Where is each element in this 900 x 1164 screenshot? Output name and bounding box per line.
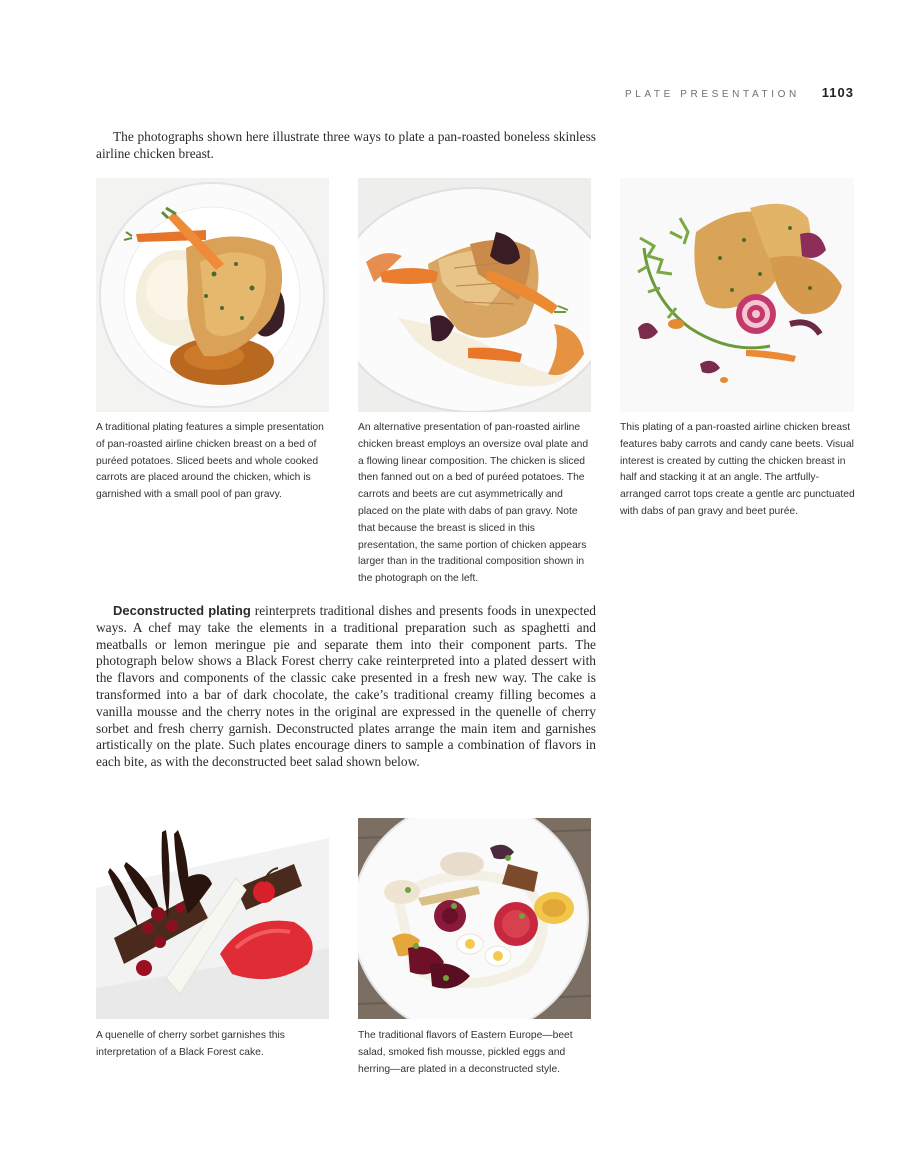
caption-chicken-oval-plate: An alternative presentation of pan-roasted airline chicken breast employs an oversize oval plate and a flowing linear composition. The chicken is sliced then fanned out on a bed of puréed potatoes. The carrots and beets are cut asymmetrically and placed on the plate with dabs of pan gravy. Note that because the breast is sliced in this presentation, the same portion of chicken appears larger than in the traditional composition shown in the photograph on the left.: [358, 422, 589, 585]
caption-black-forest: A quenelle of cherry sorbet garnishes this interpretation of a Black Forest cake.: [96, 1030, 285, 1058]
intro-paragraph: The photographs shown here illustrate three ways to plate a pan-roasted boneless skinless airline chicken breast.: [96, 129, 596, 161]
photo-black-forest: [96, 818, 329, 1019]
running-title: PLATE PRESENTATION: [624, 89, 800, 100]
photo-chicken-oval-plate: [358, 178, 591, 412]
photo-chicken-stacked: [620, 178, 854, 412]
deconstructed-text: reinterprets traditional dishes and presents foods in unexpected ways. A chef may take the elements in a traditional preparation such as spaghetti and meatballs or lemon meringue pie and separate them into their component parts. The photograph below shows a Black Forest cherry cake reinterpreted into a plated dessert with the flavors and components of the classic cake presented in a fresh new way. The cake is transformed into a bar of dark chocolate, the cake’s traditional creamy filling becomes a vanilla mousse and the cherry notes in the original are expressed in the quenelle of cherry sorbet and fresh cherry garnish. Deconstructed plates arrange the main item and garnishes artistically on the plate. Such plates encourage diners to sample a combination of flavors in each bite, as with the deconstructed beet salad shown below.: [96, 603, 596, 770]
deconstructed-paragraph: [96, 603, 596, 771]
page-number: 1103: [821, 85, 854, 100]
caption-chicken-traditional: A traditional plating features a simple presentation of pan-roasted airline chicken breast on a bed of puréed potatoes. Sliced beets and whole cooked carrots are placed around the chicken, which is garnished with a small pool of pan gravy.: [96, 422, 324, 501]
caption-chicken-stacked: This plating of a pan-roasted airline chicken breast features baby carrots and candy cane beets. Visual interest is created by cutting the chicken breast in half and stacking it at an angle. The artfully-arranged carrot tops create a gentle arc punctuated with dabs of pan gravy and beet purée.: [620, 422, 855, 517]
caption-eastern-europe: The traditional flavors of Eastern Europe—beet salad, smoked fish mousse, pickled eggs and herring—are plated in a deconstructed style.: [358, 1030, 573, 1075]
photo-chicken-traditional: [96, 178, 329, 412]
photo-eastern-europe: [358, 818, 591, 1019]
deconstructed-term: Deconstructed plating: [113, 603, 251, 618]
running-head: [600, 84, 854, 100]
